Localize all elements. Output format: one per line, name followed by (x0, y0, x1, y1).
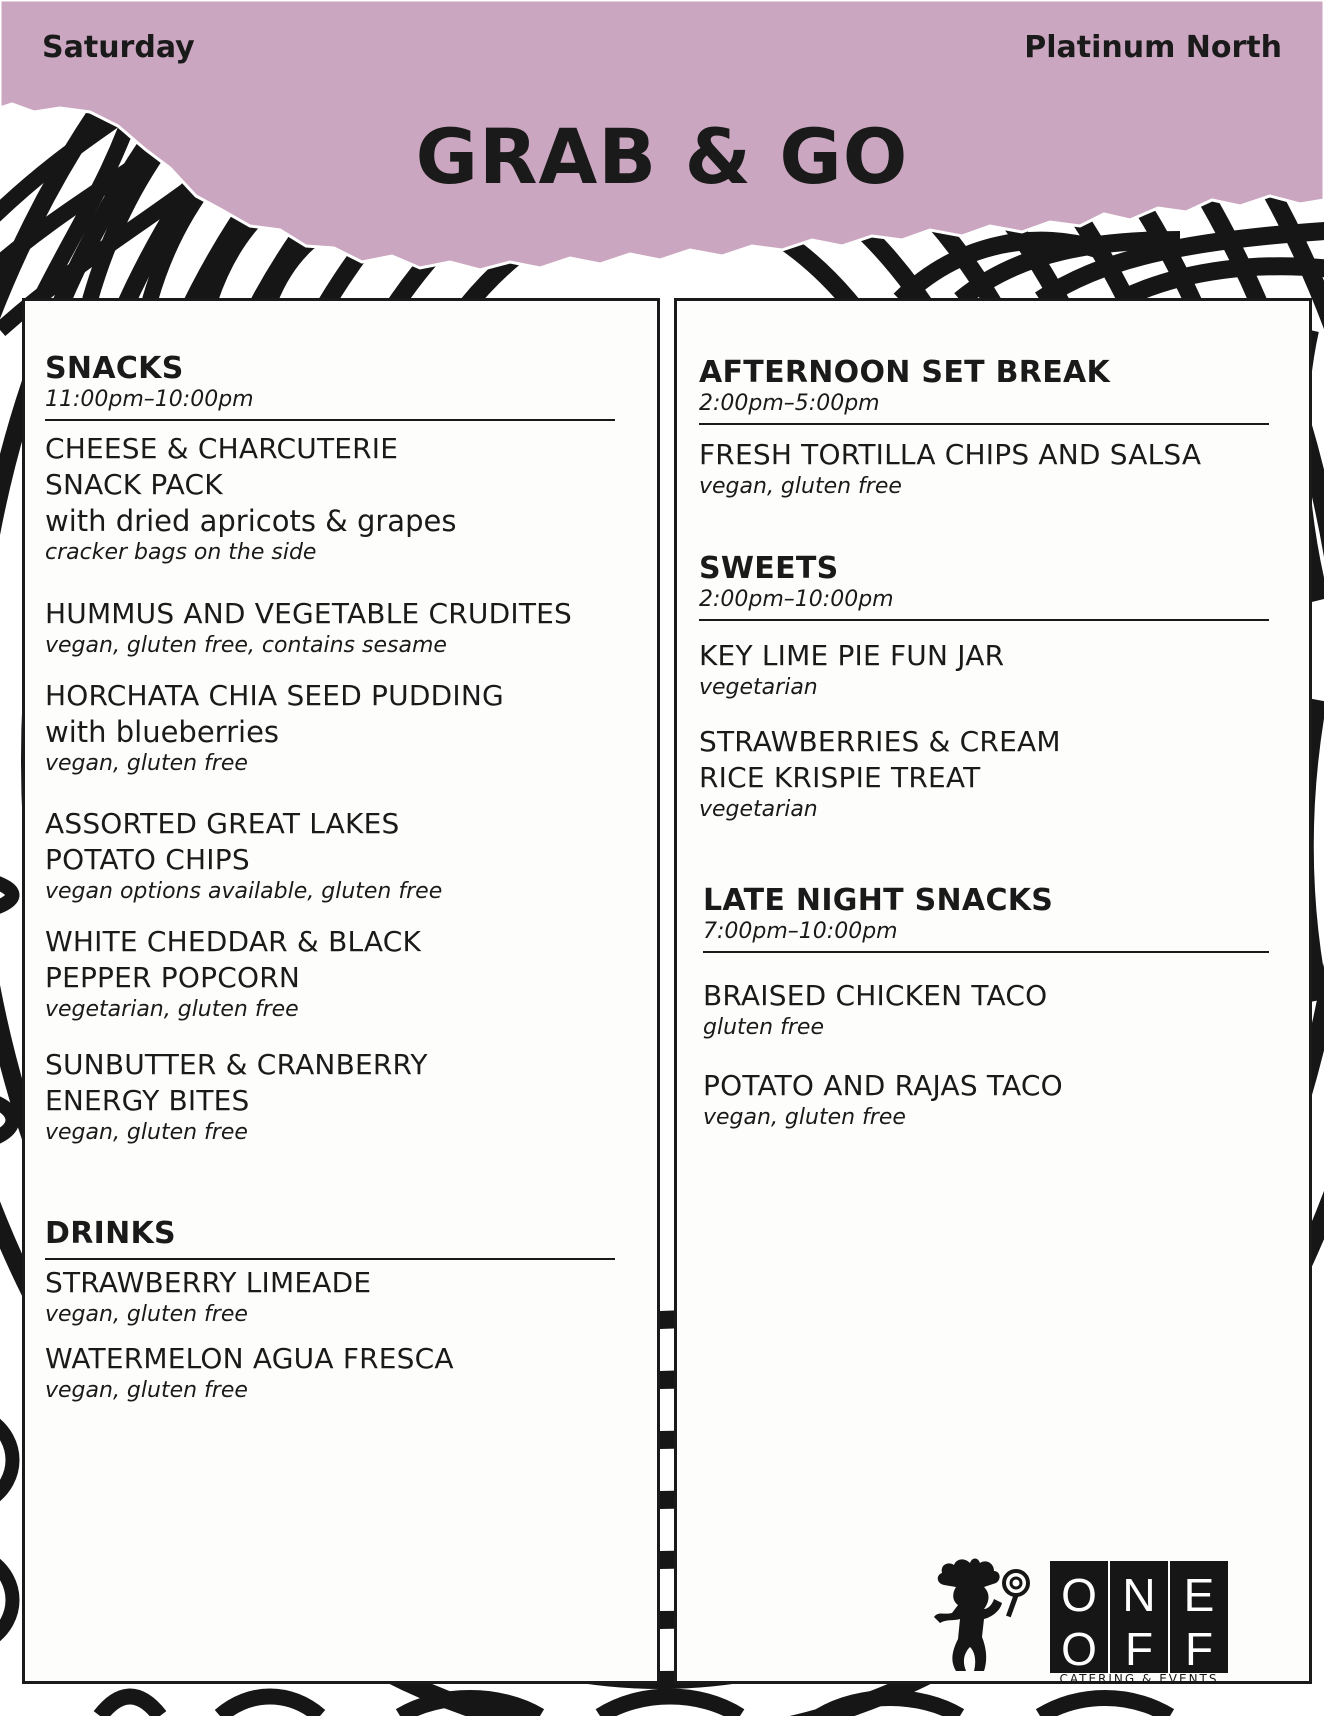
left-menu-panel (22, 298, 660, 1684)
drinks-section-header (45, 1216, 615, 1260)
item-name: CHEESE & CHARCUTERIE (45, 432, 399, 465)
late-night-section-header (703, 883, 1269, 953)
logo-letter: O (1061, 1569, 1097, 1621)
one-off-logo (930, 1553, 1260, 1683)
menu-item (699, 724, 1299, 824)
item-name: POTATO CHIPS (45, 843, 250, 876)
item-dietary-note: vegan, gluten free (45, 751, 248, 776)
location-label: Platinum North (1024, 30, 1282, 65)
item-name: SNACK PACK (45, 468, 223, 501)
menu-item (703, 1068, 1303, 1132)
section-time: 2:00pm–5:00pm (699, 391, 880, 416)
item-dietary-note: vegan options available, gluten free (45, 879, 443, 904)
section-divider (45, 419, 615, 421)
item-name: FRESH TORTILLA CHIPS AND SALSA (699, 438, 1202, 471)
page-title: GRAB & GO (415, 112, 909, 201)
item-name: WATERMELON AGUA FRESCA (45, 1342, 454, 1375)
section-time: 2:00pm–10:00pm (699, 587, 894, 612)
menu-item (45, 806, 645, 906)
item-dietary-note: vegan, gluten free (45, 1302, 248, 1327)
section-title: DRINKS (45, 1216, 176, 1251)
section-divider (703, 951, 1269, 953)
item-dietary-note: vegetarian, gluten free (45, 997, 299, 1022)
section-title: AFTERNOON SET BREAK (699, 355, 1111, 390)
menu-item (45, 1265, 645, 1329)
item-name: ASSORTED GREAT LAKES (45, 807, 400, 840)
item-dietary-note: vegan, gluten free (45, 1120, 248, 1145)
item-name: HUMMUS AND VEGETABLE CRUDITES (45, 597, 572, 630)
logo-letter: E (1183, 1569, 1215, 1621)
menu-item (699, 638, 1299, 702)
item-name: POTATO AND RAJAS TACO (703, 1069, 1063, 1102)
item-dietary-note: vegan, gluten free, contains sesame (45, 633, 447, 658)
item-dietary-note: vegan, gluten free (703, 1105, 906, 1130)
item-dietary-note: vegan, gluten free (45, 1378, 248, 1403)
item-name: RICE KRISPIE TREAT (699, 761, 981, 794)
section-time: 7:00pm–10:00pm (703, 919, 898, 944)
afternoon-section-header (699, 355, 1269, 425)
item-dietary-note: gluten free (703, 1015, 824, 1040)
right-menu-panel (674, 298, 1312, 1684)
section-title: SNACKS (45, 351, 184, 386)
item-name: ENERGY BITES (45, 1084, 250, 1117)
logo-letter-grid (1050, 1561, 1228, 1675)
item-name: BRAISED CHICKEN TACO (703, 979, 1048, 1012)
item-name: STRAWBERRIES & CREAM (699, 725, 1061, 758)
section-time: 11:00pm–10:00pm (45, 387, 254, 412)
menu-item (45, 1047, 645, 1147)
item-name: PEPPER POPCORN (45, 961, 300, 994)
menu-item (45, 431, 645, 567)
section-divider (699, 423, 1269, 425)
sweets-section-header (699, 551, 1269, 621)
logo-letter: N (1122, 1569, 1156, 1621)
section-divider (699, 619, 1269, 621)
item-dietary-note: vegan, gluten free (699, 474, 902, 499)
item-dietary-note: vegetarian (699, 797, 818, 822)
logo-tagline: CATERING & EVENTS (1059, 1672, 1219, 1683)
item-dietary-note: cracker bags on the side (45, 540, 317, 565)
menu-item (45, 1341, 645, 1405)
menu-item (45, 924, 645, 1024)
menu-item (45, 678, 645, 778)
logo-letter: F (1184, 1623, 1214, 1675)
item-name: WHITE CHEDDAR & BLACK (45, 925, 422, 958)
menu-item (699, 437, 1309, 501)
item-name: KEY LIME PIE FUN JAR (699, 639, 1005, 672)
mascot-figure-icon (934, 1559, 1028, 1672)
day-label: Saturday (42, 30, 195, 65)
item-name: SUNBUTTER & CRANBERRY (45, 1048, 428, 1081)
section-divider (45, 1258, 615, 1260)
item-description: with blueberries (45, 715, 280, 749)
item-name: STRAWBERRY LIMEADE (45, 1266, 372, 1299)
menu-item (703, 978, 1303, 1042)
item-dietary-note: vegetarian (699, 675, 818, 700)
item-description: with dried apricots & grapes (45, 504, 457, 538)
section-title: LATE NIGHT SNACKS (703, 883, 1054, 918)
logo-letter: O (1061, 1623, 1097, 1675)
snacks-section-header (45, 351, 615, 421)
logo-letter: F (1124, 1623, 1154, 1675)
item-name: HORCHATA CHIA SEED PUDDING (45, 679, 504, 712)
section-title: SWEETS (699, 551, 839, 586)
menu-item (45, 596, 665, 660)
